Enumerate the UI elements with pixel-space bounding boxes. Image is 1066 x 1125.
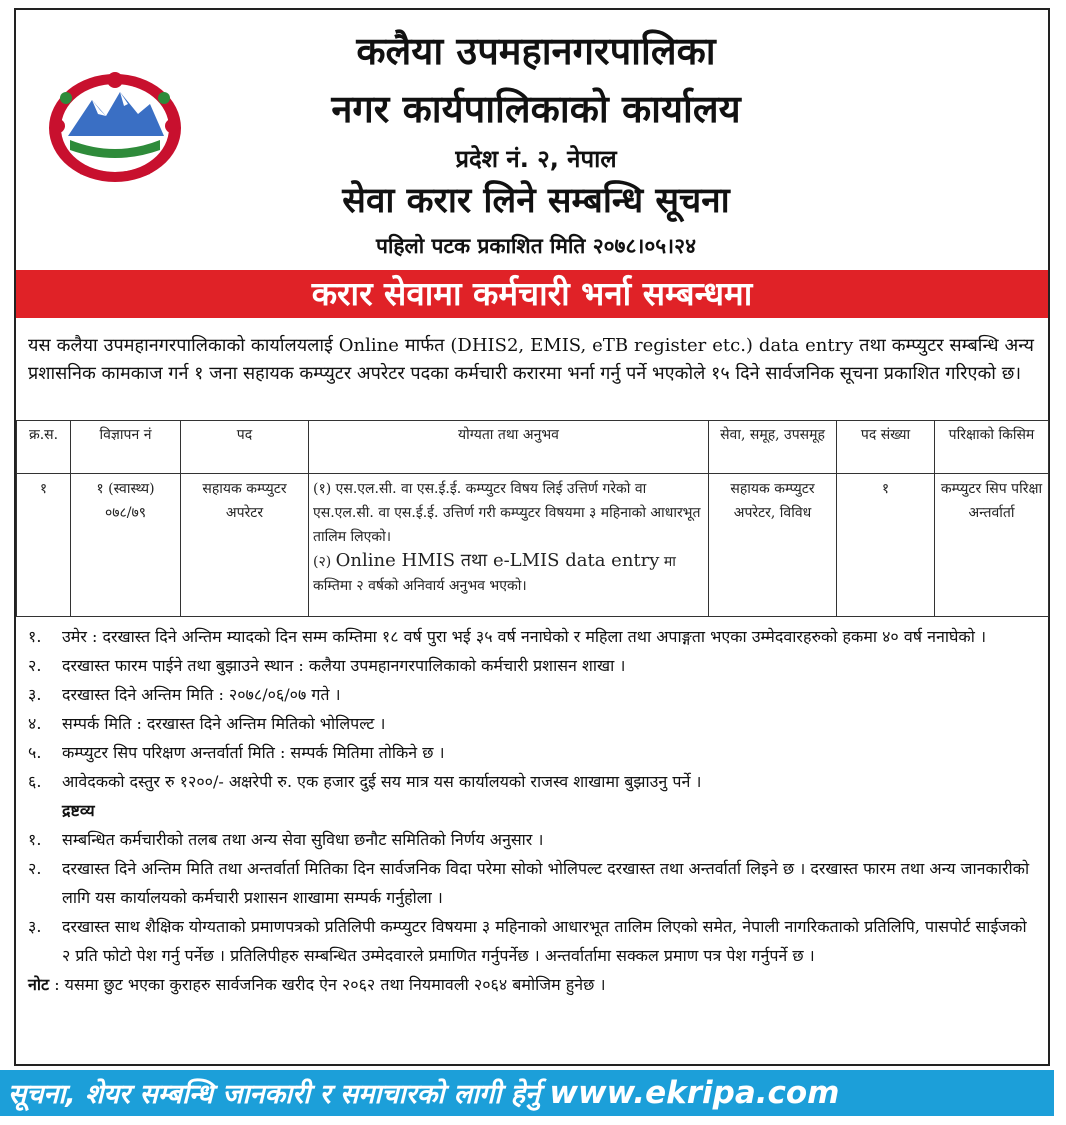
qualification-1: (१) एस.एल.सी. वा एस.ई.ई. कम्प्युटर विषय लिई उत्तिर्ण गरेको वा एस.एल.सी. वा एस.ई.ई. उत्तिर्ण गरी कम्प्युटर विषयमा ३ महिनाको आधारभूत तालिम लिएको। [313, 481, 701, 545]
footer-url-link[interactable]: www.ekripa.com [549, 1075, 840, 1111]
table-header-row [17, 421, 1049, 474]
cell-qualification [309, 474, 709, 617]
province-line: प्रदेश नं. २, नेपाल [455, 145, 617, 173]
col-header-exam: परिक्षाको किसिम [935, 421, 1049, 474]
conditions-list [28, 622, 1038, 999]
cell-ad-no: १ (स्वास्थ्य) ०७८/७९ [71, 474, 181, 617]
office-title: कलैया उपमहानगरपालिका [356, 29, 716, 73]
publication-date: पहिलो पटक प्रकाशित मिति २०७८।०५।२४ [376, 234, 696, 258]
col-header-service: सेवा, समूह, उपसमूह [709, 421, 837, 474]
nepal-emblem-icon [40, 66, 190, 191]
col-header-qualification: योग्यता तथा अनुभव [309, 421, 709, 474]
notice-title: सेवा करार लिने सम्बन्धि सूचना [342, 181, 730, 221]
qualification-2-main: Online HMIS तथा e-LMIS data entry [335, 550, 660, 571]
list-item: २. दरखास्त दिने अन्तिम मिति तथा अन्तर्वार्ता मितिका दिन सार्वजनिक विदा परेमा सोको भोलिपल्ट दरखास्त तथा अन्तर्वार्ता लिइने छ । दरखास्त फारम तथा अन्य जानकारीको लागि यस कार्यालयको कर्मचारी प्रशासन शाखामा सम्पर्क गर्नुहोला । [28, 859, 1030, 907]
list-item: १. सम्बन्धित कर्मचारीको तलब तथा अन्य सेवा सुविधा छनौट समितिको निर्णय अनुसार । [28, 830, 544, 849]
footer-bar [0, 1070, 1054, 1116]
list-item: ३. दरखास्त साथ शैक्षिक योग्यताको प्रमाणपत्रको प्रतिलिपी कम्प्युटर विषयमा ३ महिनाको आधारभूत तालिम लिएको समेत, नेपाली नागरिकताको प्रतिलिपि, पासपोर्ट साईजको २ प्रति फोटो पेश गर्नु पर्नेछ । प्रतिलिपीहरु सम्बन्धित उम्मेदवारले प्रमाणित गर्नुपर्नेछ । अन्तर्वार्तामा सक्कल प्रमाण पत्र पेश गर्नुपर्ने छ । [28, 917, 1027, 965]
footer-text: सूचना, शेयर सम्बन्धि जानकारी र समाचारको लागी हेर्नु [8, 1079, 540, 1110]
footnote [28, 970, 1038, 999]
list-item: २. दरखास्त फारम पाईने तथा बुझाउने स्थान : कलैया उपमहानगरपालिकाको कर्मचारी प्रशासन शाखा । [28, 656, 626, 675]
cell-service: सहायक कम्प्युटर अपरेटर, विविध [709, 474, 837, 617]
notes-heading: द्रष्टव्य [62, 801, 95, 820]
qualification-2-prefix: (२) [313, 554, 332, 570]
list-item: ५. कम्प्युटर सिप परिक्षण अन्तर्वार्ता मिति : सम्पर्क मितिमा तोकिने छ । [28, 743, 445, 762]
col-header-ad-no: विज्ञापन नं [71, 421, 181, 474]
list-item: ६. आवेदकको दस्तुर रु १२००/- अक्षरेपी रु. एक हजार दुई सय मात्र यस कार्यालयको राजस्व शाखामा बुझाउनु पर्ने । [28, 772, 702, 791]
table-row [17, 474, 1049, 617]
note-label: नोट [28, 975, 50, 994]
col-header-count: पद संख्या [837, 421, 935, 474]
list-item: १. उमेर : दरखास्त दिने अन्तिम म्यादको दिन सम्म कम्तिमा १८ वर्ष पुरा भई ३५ वर्ष ननाघेको र महिला तथा अपाङ्गता भएका उम्मेदवारहरुको हकमा ४० वर्ष ननाघेको । [28, 627, 987, 646]
notice-header [16, 10, 1048, 268]
office-subtitle: नगर कार्यपालिकाको कार्यालय [331, 87, 741, 131]
list-item: ३. दरखास्त दिने अन्तिम मिति : २०७८/०६/०७ गते । [28, 685, 341, 704]
cell-sn: १ [17, 474, 71, 617]
notice-frame [14, 8, 1050, 1066]
intro-paragraph: यस कलैया उपमहानगरपालिकाको कार्यालयलाई Online मार्फत (DHIS2, EMIS, eTB register etc.) data entry तथा कम्प्युटर सम्बन्धि अन्य प्रशासनिक कामकाज गर्न १ जना सहायक कम्प्युटर अपरेटर पदका कर्मचारी करारमा भर्ना गर्नु पर्ने भएकोले १५ दिने सार्वजनिक सूचना प्रकाशित गरिएको छ। [28, 335, 1034, 384]
note-text: : यसमा छुट भएका कुराहरु सार्वजनिक खरीद ऐन २०६२ तथा नियमावली २०६४ बमोजिम हुनेछ । [54, 975, 606, 994]
col-header-post: पद [181, 421, 309, 474]
qualification-2-suffix: मा कम्तिमा २ वर्षको अनिवार्य अनुभव भएको। [313, 554, 676, 594]
cell-exam: कम्प्युटर सिप परिक्षा अन्तर्वार्ता [935, 474, 1049, 617]
vacancy-table [16, 420, 1049, 617]
cell-count: १ [837, 474, 935, 617]
col-header-sn: क्र.स. [17, 421, 71, 474]
red-banner: करार सेवामा कर्मचारी भर्ना सम्बन्धमा [16, 270, 1048, 318]
cell-post: सहायक कम्प्युटर अपरेटर [181, 474, 309, 617]
list-item: ४. सम्पर्क मिति : दरखास्त दिने अन्तिम मितिको भोलिपल्ट । [28, 714, 386, 733]
